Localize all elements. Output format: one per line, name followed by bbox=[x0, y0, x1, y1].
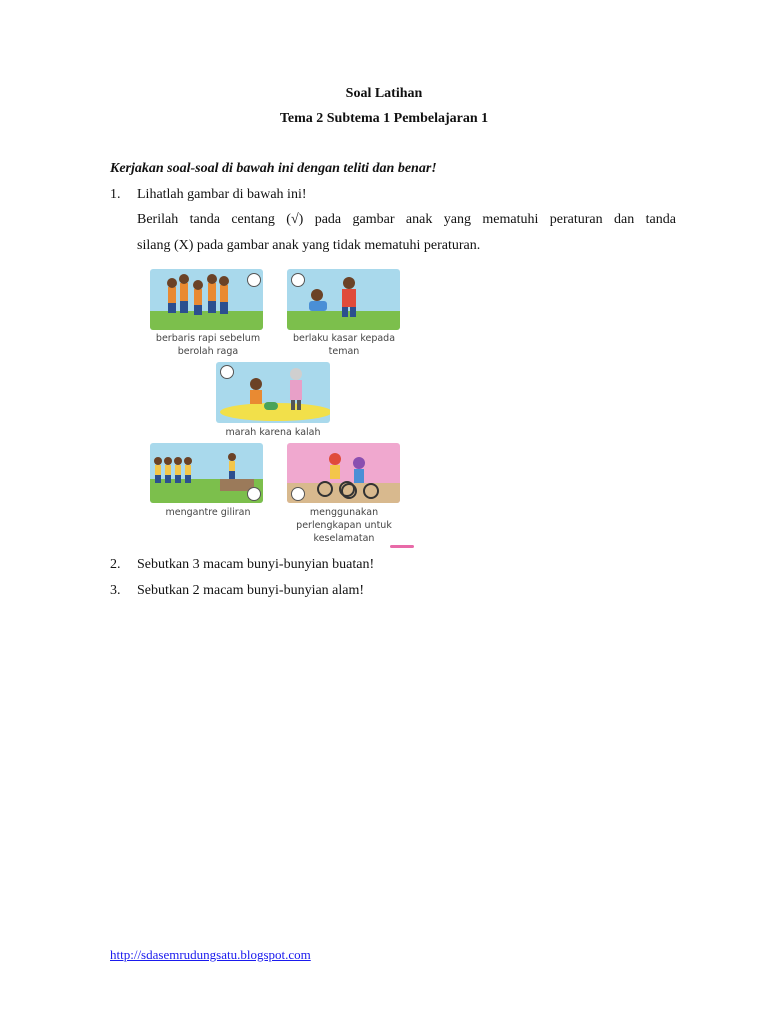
question-3-number: 3. bbox=[110, 583, 121, 598]
question-1-number: 1. bbox=[110, 187, 121, 202]
picture-lining-up bbox=[150, 269, 263, 330]
footer-blog-link[interactable]: http://sdasemrudungsatu.blogspot.com bbox=[110, 947, 311, 962]
page-title: Soal Latihan bbox=[345, 86, 423, 101]
page-subtitle: Tema 2 Subtema 1 Pembelajaran 1 bbox=[279, 111, 489, 126]
instruction-text: Kerjakan soal-soal di bawah ini dengan teliti dan benar! bbox=[110, 161, 437, 176]
question-1-text: Lihatlah gambar di bawah ini! bbox=[137, 187, 307, 202]
caption-3: marah karena kalah bbox=[225, 427, 321, 438]
answer-circle-2[interactable] bbox=[291, 273, 305, 287]
children-lining-up-illustration bbox=[150, 269, 263, 330]
picture-angry-losing bbox=[216, 362, 330, 423]
caption-1: berbaris rapi sebelum berolah raga bbox=[155, 333, 261, 357]
question-2-text: Sebutkan 3 macam bunyi-bunyian buatan! bbox=[137, 557, 375, 572]
question-1-detail-line2: silang (X) pada gambar anak yang tidak mematuhi peraturan. bbox=[137, 238, 481, 253]
decorative-pink-stroke bbox=[390, 545, 414, 548]
picture-rough-to-friend bbox=[287, 269, 400, 330]
answer-circle-5[interactable] bbox=[291, 487, 305, 501]
caption-2: berlaku kasar kepada teman bbox=[292, 333, 396, 357]
picture-queuing bbox=[150, 443, 263, 503]
question-2-number: 2. bbox=[110, 557, 121, 572]
question-3-text: Sebutkan 2 macam bunyi-bunyian alam! bbox=[137, 583, 365, 598]
question-1-detail-line1: Berilah tanda centang (√) pada gambar anak yang mematuhi peraturan dan tanda bbox=[137, 212, 676, 227]
answer-circle-3[interactable] bbox=[220, 365, 234, 379]
picture-safety-gear bbox=[287, 443, 400, 503]
caption-5: menggunakan perlengkapan untuk keselamatan bbox=[296, 507, 392, 544]
caption-4: mengantre giliran bbox=[165, 507, 251, 518]
answer-circle-1[interactable] bbox=[247, 273, 261, 287]
answer-circle-4[interactable] bbox=[247, 487, 261, 501]
